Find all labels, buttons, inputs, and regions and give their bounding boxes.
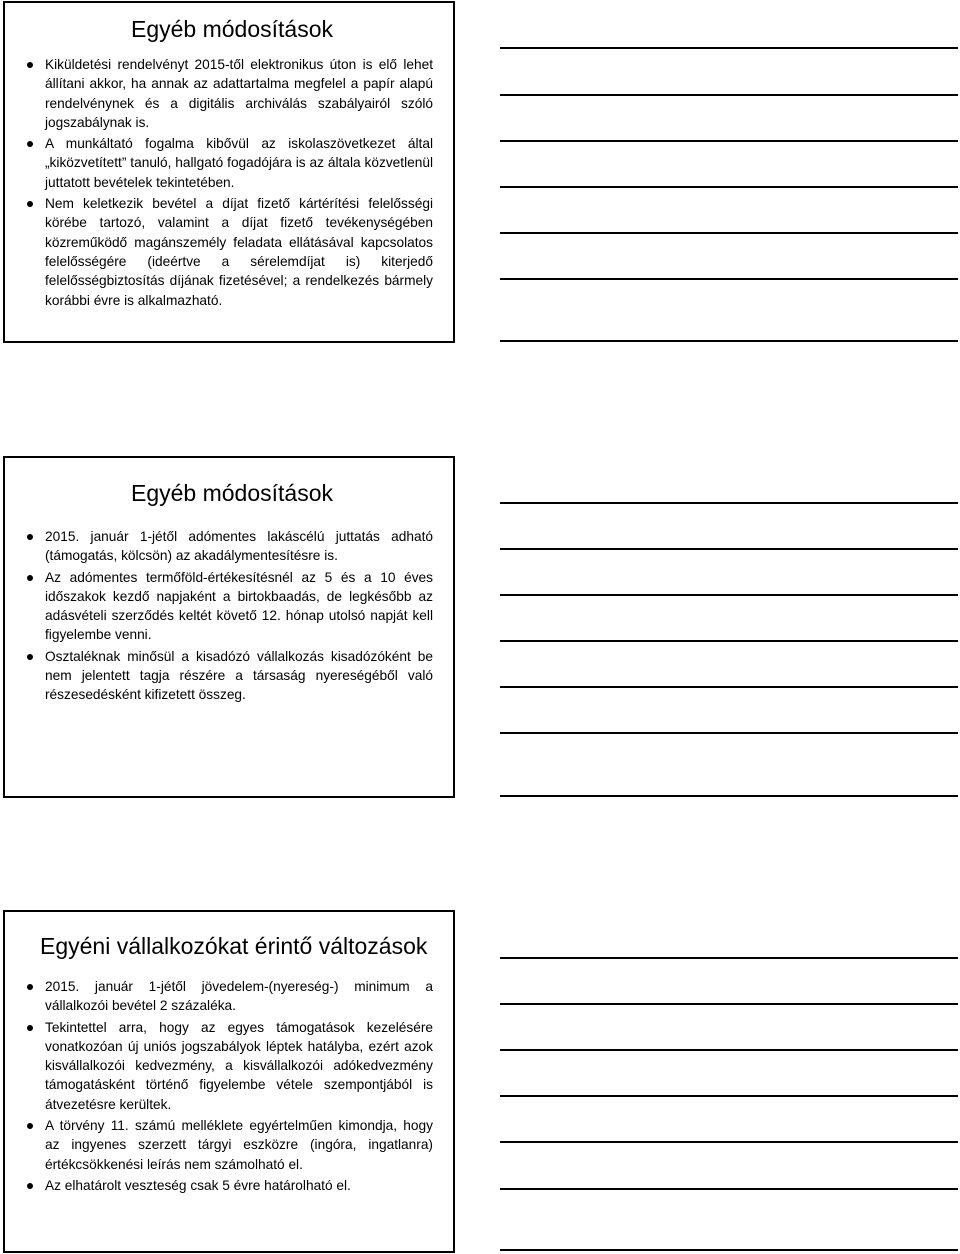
bullet-item	[25, 647, 433, 705]
note-line	[500, 94, 958, 96]
bullet-text: Tekintettel arra, hogy az egyes támogatások kezelésére vonatkozóan új uniós jogszabályok léptek hatályba, ezért azok kisvállalkozói kedvezmény, a kisvállalkozói adókedvezmény támogatásként történő figyelembe vétele szempontjából is átvezetésre kerültek.	[45, 1019, 433, 1112]
note-line	[500, 1049, 958, 1051]
bullet-item	[25, 194, 433, 310]
note-line	[500, 47, 958, 49]
bullet-text: Osztaléknak minősül a kisadózó vállalkozás kisadózóként be nem jelentett tagja részére a társaság nyereségéből való részesedésként kifizetett összeg.	[45, 648, 433, 703]
note-line	[500, 1188, 958, 1190]
slide-title: Egyéb módosítások	[131, 480, 334, 506]
note-line	[500, 1095, 958, 1097]
note-line	[500, 278, 958, 280]
bullet-list	[25, 977, 433, 1197]
note-line	[500, 502, 958, 504]
note-line	[500, 640, 958, 642]
bullet-text: A munkáltató fogalma kibővül az iskolaszövetkezet által „kiközvetített” tanuló, hallgató fogadójára is az általa közvetlenül juttatott bevételek tekintetében.	[45, 136, 433, 190]
bullet-text: 2015. január 1-jétől jövedelem-(nyereség-) minimum a vállalkozói bevétel 2 százaléka.	[45, 979, 433, 1014]
bullet-text: A törvény 11. számú melléklete egyértelműen kimondja, hogy az ingyenes szerzett tárgyi eszközre (ingóra, ingatlanra) értékcsökkenési leírás nem számolható el.	[45, 1118, 433, 1172]
bullet-item	[25, 1176, 433, 1195]
bullet-text: Az elhatárolt veszteség csak 5 évre határolható el.	[45, 1177, 351, 1193]
bullet-item	[25, 1116, 433, 1174]
note-line	[500, 1141, 958, 1143]
bullet-dot-icon	[27, 1183, 33, 1189]
note-line	[500, 1249, 958, 1251]
bullet-item	[25, 134, 433, 192]
bullet-dot-icon	[27, 62, 33, 68]
bullet-item	[25, 55, 433, 132]
note-line	[500, 232, 958, 234]
slide-title: Egyéb módosítások	[131, 16, 334, 42]
note-line	[500, 186, 958, 188]
slide-3	[3, 910, 455, 1253]
bullet-item	[25, 527, 433, 566]
bullet-text: Kiküldetési rendelvényt 2015-től elektronikus úton is elő lehet állítani akkor, ha annak az adattartalma megfelel a papír alapú rendelvénynek és a digitális archiválás szabályairól szóló jogszabálynak is.	[45, 57, 433, 130]
bullet-text: Az adómentes termőföld-értékesítésnél az 5 és a 10 éves időszakok kezdő napjaként a birtokbaadás, de legkésőbb az adásvételi szerződés keltét követő 12. hónap utolsó napját kell figyelembe venni.	[45, 569, 433, 643]
bullet-item	[25, 1018, 433, 1114]
bullet-dot-icon	[27, 984, 33, 990]
note-line	[500, 340, 958, 342]
note-line	[500, 957, 958, 959]
bullet-list	[25, 527, 433, 707]
bullet-item	[25, 568, 433, 645]
slide-1	[3, 1, 455, 343]
note-line	[500, 732, 958, 734]
note-line	[500, 594, 958, 596]
bullet-list	[25, 55, 433, 312]
slide-title: Egyéni vállalkozókat érintő változások	[40, 933, 428, 959]
bullet-dot-icon	[27, 1123, 33, 1129]
note-line	[500, 140, 958, 142]
bullet-dot-icon	[27, 534, 33, 540]
note-line	[500, 548, 958, 550]
bullet-text: 2015. január 1-jétől adómentes lakáscélú juttatás adható (támogatás, kölcsön) az akadálymentesítésre is.	[45, 529, 433, 564]
note-line	[500, 1003, 958, 1005]
bullet-dot-icon	[27, 575, 33, 581]
bullet-text: Nem keletkezik bevétel a díjat fizető kártérítési felelősségi körébe tartozó, valamint a díjat fizető tevékenységében közreműködő magánszemély feladata ellátásával kapcsolatos felelősségére (ideértve a sérelemdíjat is) kiterjedő felelősségbiztosítás díjának fizetésével; a rendelkezés bármely korábbi évre is alkalmazható.	[45, 196, 433, 308]
bullet-item	[25, 977, 433, 1016]
bullet-dot-icon	[27, 201, 33, 207]
slide-2	[3, 456, 455, 798]
bullet-dot-icon	[27, 141, 33, 147]
note-line	[500, 795, 958, 797]
bullet-dot-icon	[27, 654, 33, 660]
note-line	[500, 686, 958, 688]
bullet-dot-icon	[27, 1025, 33, 1031]
